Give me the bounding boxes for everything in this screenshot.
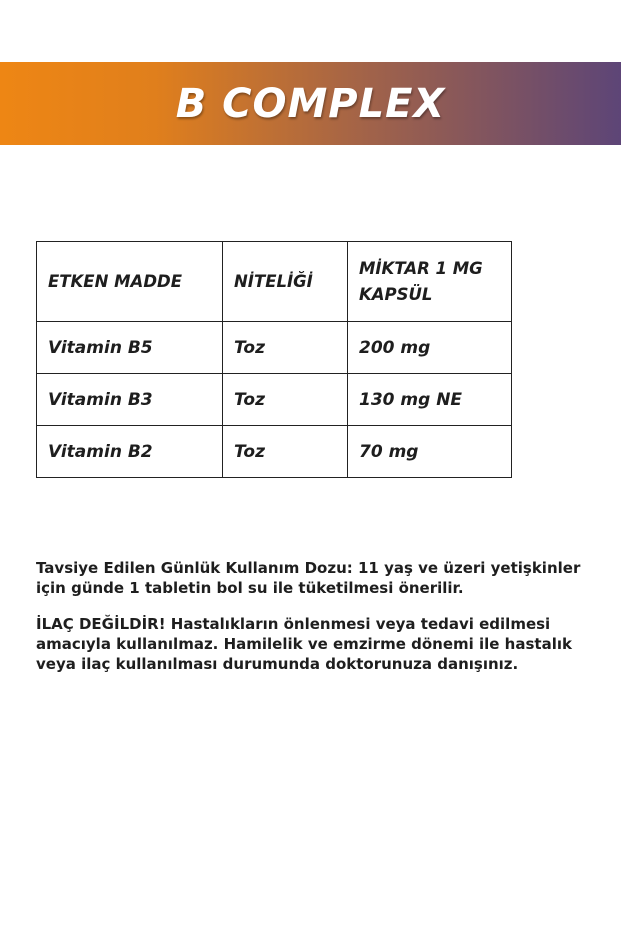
title-banner [0, 62, 621, 145]
ingredient-name: Vitamin B3 [37, 374, 223, 426]
table-row [37, 322, 512, 374]
dosage-recommendation: Tavsiye Edilen Günlük Kullanım Dozu: 11 yaş ve üzeri yetişkinler için günde 1 tabletin bol su ile tüketilmesi önerilir. [36, 559, 581, 597]
column-header-amount: MİKTAR 1 MG KAPSÜL [348, 242, 512, 322]
ingredient-amount: 70 mg [348, 426, 512, 478]
ingredient-form: Toz [223, 322, 348, 374]
warning-notice: İLAÇ DEĞİLDİR! Hastalıkların önlenmesi veya tedavi edilmesi amacıyla kullanılmaz. Hamilelik ve emzirme dönemi ile hastalık veya ilaç kullanılması durumunda doktorunuza danışınız. [36, 615, 572, 673]
ingredient-name: Vitamin B2 [37, 426, 223, 478]
ingredient-name: Vitamin B5 [37, 322, 223, 374]
ingredient-amount: 130 mg NE [348, 374, 512, 426]
table-header-row [37, 242, 512, 322]
column-header-active-ingredient: ETKEN MADDE [37, 242, 223, 322]
page-title: B COMPLEX [175, 80, 446, 127]
ingredient-form: Toz [223, 374, 348, 426]
table-row [37, 374, 512, 426]
column-header-form: NİTELİĞİ [223, 242, 348, 322]
table-row [37, 426, 512, 478]
ingredient-amount: 200 mg [348, 322, 512, 374]
ingredients-table [36, 241, 512, 478]
ingredient-form: Toz [223, 426, 348, 478]
